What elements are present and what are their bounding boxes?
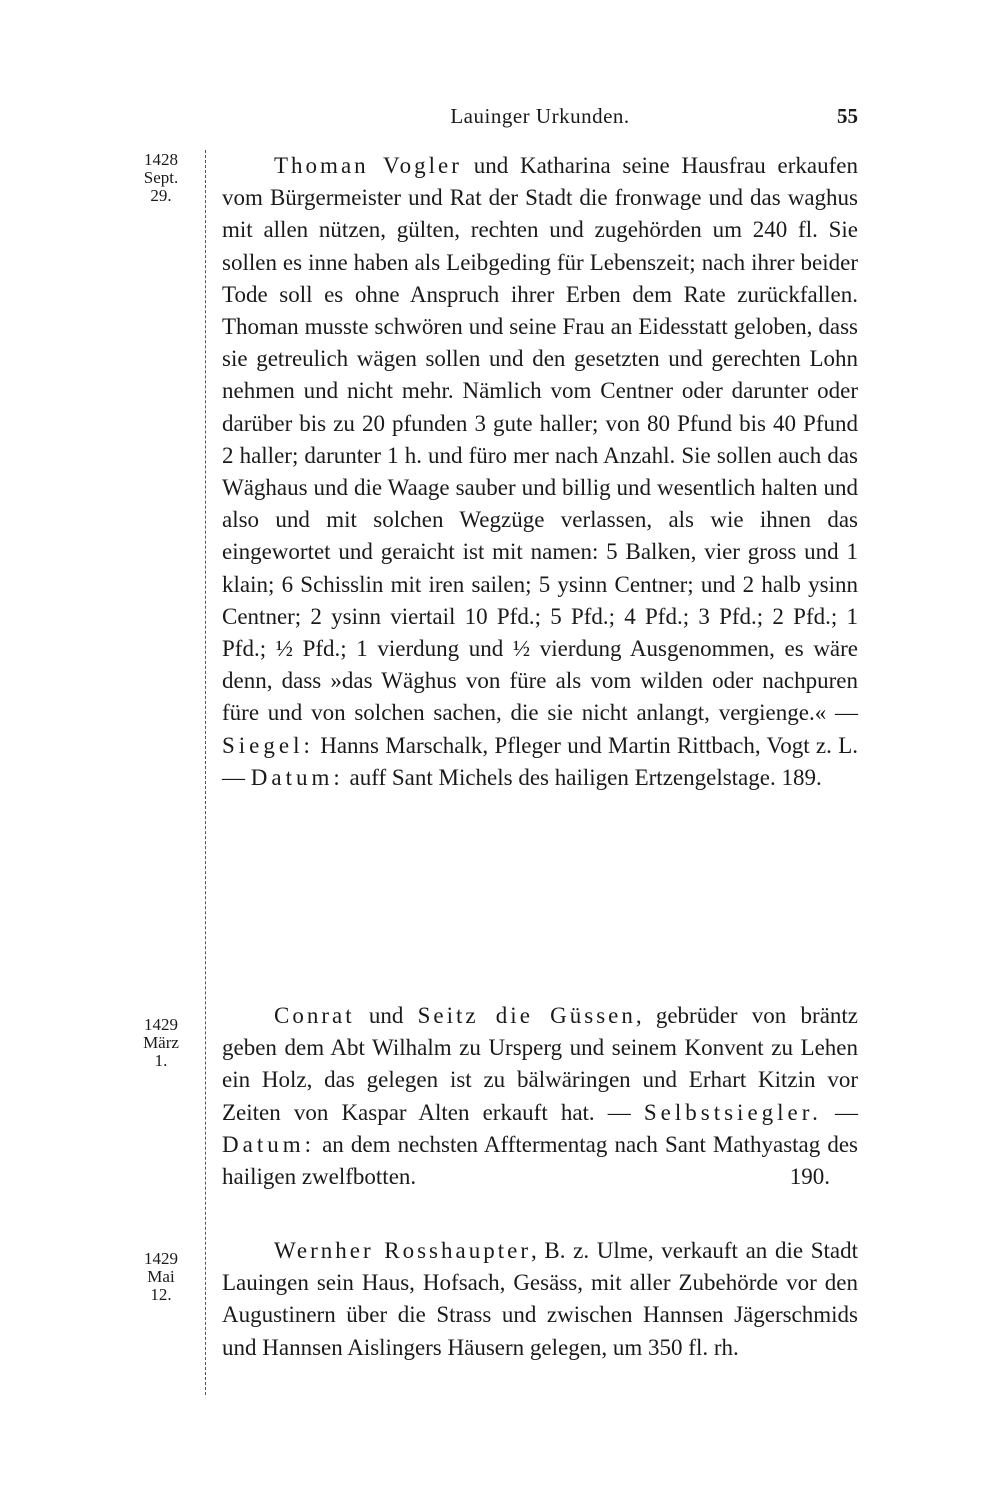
date-day: 12.: [150, 1285, 172, 1304]
entry-paragraph: [222, 150, 858, 794]
margin-date-1428: [128, 151, 194, 205]
entry-text: , gebrüder von bräntz geben dem Abt Wilhalm zu Ursperg und seinem Konvent zu Lehen ein Holz, das gelegen ist zu bälwäringen und Erhart Kitzin vor Zeiten von Kaspar Alten erkauft hat. —: [222, 1003, 859, 1125]
document-entry-191: [222, 1235, 858, 1364]
entry-text: Hanns Marschalk, Pfleger und Martin Rittbach, Vogt z. L. —: [222, 732, 858, 790]
date-month: Sept.: [143, 168, 179, 187]
entry-keyword-datum: Datum:: [222, 1131, 315, 1157]
date-month: März: [143, 1033, 179, 1052]
page-number: 55: [837, 104, 858, 128]
page-header: [220, 98, 860, 138]
margin-rule: [205, 150, 206, 1395]
entry-keyword-datum: Datum:: [250, 764, 344, 790]
entry-keyword-selbstsiegler: Selbstsiegler.: [643, 1099, 822, 1125]
running-title: Lauinger Urkunden.: [450, 104, 630, 128]
date-month: Mai: [147, 1267, 175, 1286]
document-entry-189: [222, 150, 858, 794]
date-day: 29.: [150, 186, 172, 205]
entry-lead-name: Wernher Rosshaupter: [274, 1238, 531, 1263]
date-year: 1429: [144, 1249, 178, 1268]
entry-text: und: [354, 1003, 418, 1028]
entry-paragraph: [222, 1235, 858, 1364]
document-entry-190: [222, 1000, 858, 1193]
entry-lead-name: Thoman Vogler: [274, 153, 462, 178]
date-day: 1.: [154, 1051, 168, 1070]
margin-date-1429-maerz: [128, 1016, 194, 1070]
entry-keyword-siegel: Siegel:: [222, 732, 314, 758]
margin-date-1429-mai: [128, 1250, 194, 1304]
entry-text: , B. z. Ulme, verkauft an die Stadt Lauingen sein Haus, Hofsach, Gesäss, mit aller Zubehörde vor den Augustinern über die Strass und zwischen Hannsen Jägerschmids und Hannsen Aislingers Häusern gelegen, um 350 fl. rh.: [222, 1238, 858, 1360]
entry-lead-name: Seitz die Güssen: [417, 1003, 636, 1028]
entry-reference-number: 189.: [781, 764, 822, 790]
entry-text: —: [821, 1099, 859, 1125]
date-year: 1429: [144, 1015, 178, 1034]
entry-text: an dem nechsten Afftermentag nach Sant Mathyastag des hailigen zwelfbotten.: [222, 1131, 858, 1190]
entry-paragraph: [222, 1000, 858, 1193]
entry-reference-number: 190.: [789, 1164, 830, 1190]
date-year: 1428: [144, 150, 178, 169]
entry-lead-name: Conrat: [274, 1003, 355, 1028]
entry-text: auff Sant Michels des hailigen Ertzengelstage.: [343, 764, 776, 790]
entry-text: und Katharina seine Hausfrau erkaufen vom Bürgermeister und Rat der Stadt die fronwage und das waghus mit allen nützen, gülten, rechten und zugehörden um 240 fl. Sie sollen es inne haben als Leibgeding für Lebenszeit; nach ihrer beider Tode soll es ohne Anspruch ihrer Erben dem Rate zurückfallen. Thoman musste schwören und seine Frau an Eidesstatt geloben, dass sie getreulich wägen sollen und den gesetzten und gerechten Lohn nehmen und nicht mehr. Nämlich vom Centner oder darunter oder darüber bis zu 20 pfunden 3 gute haller; von 80 Pfund bis 40 Pfund 2 haller; darunter 1 h. und füro mer nach Anzahl. Sie sollen auch das Wäghaus und die Waage sauber und billig und wesentlich halten und also und mit solchen Wegzüge verlassen, als wie ihnen das eingewortet und geraicht ist mit namen: 5 Balken, vier gross und 1 klain; 6 Schisslin mit iren sailen; 5 ysinn Centner; und 2 halb ysinn Centner; 2 ysinn viertail 10 Pfd.; 5 Pfd.; 4 Pfd.; 3 Pfd.; 2 Pfd.; 1 Pfd.; ½ Pfd.; 1 vierdung und ½ vierdung Ausgenommen, es wäre denn, dass »das Wäghus von füre als vom wilden oder nachpuren füre und von solchen sachen, die sie nicht anlangt, vergienge.« —: [222, 153, 858, 726]
